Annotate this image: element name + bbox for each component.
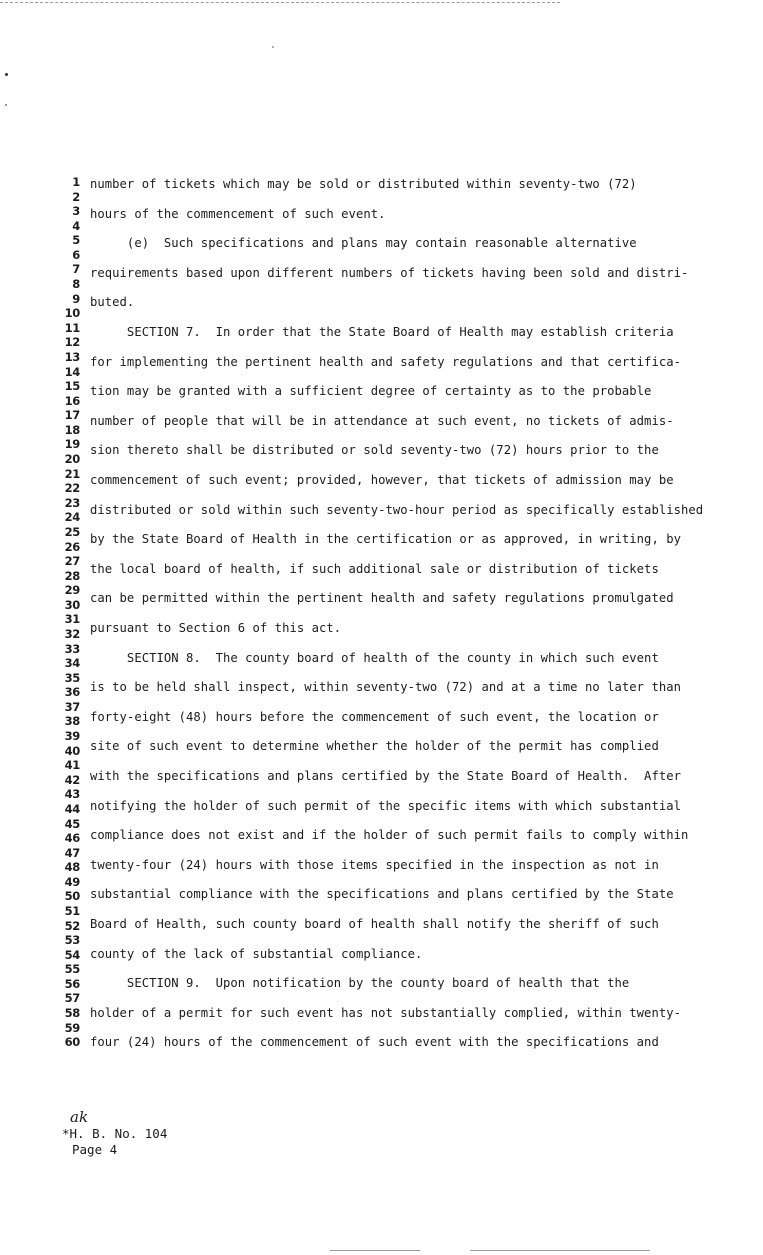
- line-number: 38: [64, 714, 80, 729]
- text-line: twenty-four (24) hours with those items specified in the inspection as not in: [90, 857, 659, 872]
- text-line: the local board of health, if such additional sale or distribution of tickets: [90, 561, 659, 576]
- line-number: 33: [64, 641, 80, 656]
- line-number: 24: [64, 510, 80, 525]
- line-number: 54: [64, 947, 80, 962]
- line-number: 18: [64, 422, 80, 437]
- line-number: 11: [64, 320, 80, 335]
- text-line: SECTION 9. Upon notification by the county board of health that the: [90, 976, 630, 991]
- text-line: SECTION 7. In order that the State Board of Health may establish criteria: [90, 325, 674, 339]
- text-line: by the State Board of Health in the certification or as approved, in writing, by: [90, 532, 681, 547]
- typist-initials: ak: [70, 1108, 89, 1126]
- line-number: 46: [64, 831, 80, 846]
- line-number: 43: [64, 787, 80, 802]
- line-number: 8: [72, 277, 80, 292]
- line-number: 16: [64, 393, 80, 408]
- line-number: 15: [64, 379, 80, 394]
- text-line: four (24) hours of the commencement of such event with the specifications and: [90, 1035, 659, 1050]
- line-number: 39: [64, 729, 80, 744]
- scan-speck: [5, 104, 7, 106]
- scan-speck: [272, 46, 274, 48]
- line-number: 36: [64, 685, 80, 700]
- page-number: Page 4: [72, 1142, 118, 1157]
- line-number: 37: [64, 699, 80, 714]
- line-number: 44: [64, 801, 80, 816]
- text-line: notifying the holder of such permit of the specific items with which substantial: [90, 798, 681, 813]
- text-line: substantial compliance with the specifications and plans certified by the State: [90, 887, 674, 902]
- text-line: is to be held shall inspect, within seventy-two (72) and at a time no later than: [90, 680, 681, 695]
- line-number: 30: [64, 597, 80, 612]
- text-line: compliance does not exist and if the holder of such permit fails to comply within: [90, 828, 689, 843]
- line-number: 57: [64, 991, 80, 1006]
- line-number: 58: [64, 1006, 80, 1021]
- line-number: 10: [64, 306, 80, 321]
- text-line: pursuant to Section 6 of this act.: [90, 621, 342, 635]
- line-number: 31: [64, 612, 80, 627]
- line-number: 22: [64, 481, 80, 496]
- line-number: 4: [72, 218, 80, 233]
- line-number: 7: [72, 262, 80, 277]
- line-number: 52: [64, 918, 80, 933]
- line-number: 60: [64, 1035, 80, 1050]
- line-number: 59: [64, 1020, 80, 1035]
- text-line: tion may be granted with a sufficient degree of certainty as to the probable: [90, 384, 652, 399]
- text-line: (e) Such specifications and plans may contain reasonable alternative: [90, 236, 637, 251]
- line-number: 20: [64, 452, 80, 467]
- text-line: distributed or sold within such seventy-two-hour period as specifically established: [90, 502, 704, 517]
- document-footer: [62, 1108, 167, 1158]
- line-number: 27: [64, 554, 80, 569]
- line-number: 40: [64, 743, 80, 758]
- line-number: 48: [64, 860, 80, 875]
- text-line: buted.: [90, 295, 135, 310]
- bottom-rule: [330, 1250, 420, 1251]
- text-line: can be permitted within the pertinent health and safety regulations promulgated: [90, 591, 674, 606]
- line-number: 47: [64, 845, 80, 860]
- line-number: 14: [64, 364, 80, 379]
- text-line: forty-eight (48) hours before the commencement of such event, the location or: [90, 709, 659, 724]
- line-number: 26: [64, 539, 80, 554]
- text-line: Board of Health, such county board of health shall notify the sheriff of such: [90, 917, 659, 931]
- bill-number: *H. B. No. 104: [62, 1126, 168, 1141]
- line-number: 13: [64, 349, 80, 364]
- text-line: holder of a permit for such event has not substantially complied, within twenty-: [90, 1005, 681, 1020]
- top-dashed-rule: [0, 2, 560, 3]
- line-number: 32: [64, 626, 80, 641]
- line-number: 55: [64, 962, 80, 977]
- line-number: 3: [72, 204, 80, 219]
- text-line: commencement of such event; provided, however, that tickets of admission may be: [90, 473, 674, 487]
- text-line: sion thereto shall be distributed or sold seventy-two (72) hours prior to the: [90, 443, 659, 458]
- line-number: 17: [64, 408, 80, 423]
- line-number: 50: [64, 889, 80, 904]
- text-line: site of such event to determine whether the holder of the permit has complied: [90, 739, 659, 754]
- line-number: 2: [72, 189, 80, 204]
- text-line: county of the lack of substantial compliance.: [90, 946, 423, 961]
- scan-speck: [5, 73, 8, 76]
- line-number: 5: [72, 233, 80, 248]
- text-line: with the specifications and plans certified by the State Board of Health. After: [90, 769, 681, 783]
- line-number: 35: [64, 670, 80, 685]
- text-line: requirements based upon different numbers of tickets having been sold and distri-: [90, 265, 689, 280]
- line-number: 1: [72, 175, 80, 189]
- line-number: 23: [64, 495, 80, 510]
- line-number: 41: [64, 758, 80, 773]
- line-number: 49: [64, 874, 80, 889]
- text-line: SECTION 8. The county board of health of the county in which such event: [90, 650, 659, 665]
- line-number: 56: [64, 976, 80, 991]
- line-number: 34: [64, 656, 80, 671]
- line-number: 42: [64, 772, 80, 787]
- text-line: hours of the commencement of such event.: [90, 206, 386, 221]
- line-number: 51: [64, 904, 80, 918]
- line-number: 53: [64, 933, 80, 948]
- line-number: 12: [64, 335, 80, 350]
- line-number: 45: [64, 816, 80, 831]
- text-line: for implementing the pertinent health and safety regulations and that certifica-: [90, 354, 681, 369]
- line-number: 6: [72, 247, 80, 262]
- line-number: 25: [64, 524, 80, 539]
- line-number: 29: [64, 583, 80, 598]
- line-number: 9: [72, 291, 80, 306]
- text-line: number of tickets which may be sold or distributed within seventy-two (72): [90, 177, 637, 191]
- bottom-rule: [470, 1250, 650, 1251]
- line-number: 21: [64, 466, 80, 481]
- line-number: 19: [64, 437, 80, 452]
- line-number: 28: [64, 568, 80, 583]
- text-line: number of people that will be in attendance at such event, no tickets of admis-: [90, 413, 674, 428]
